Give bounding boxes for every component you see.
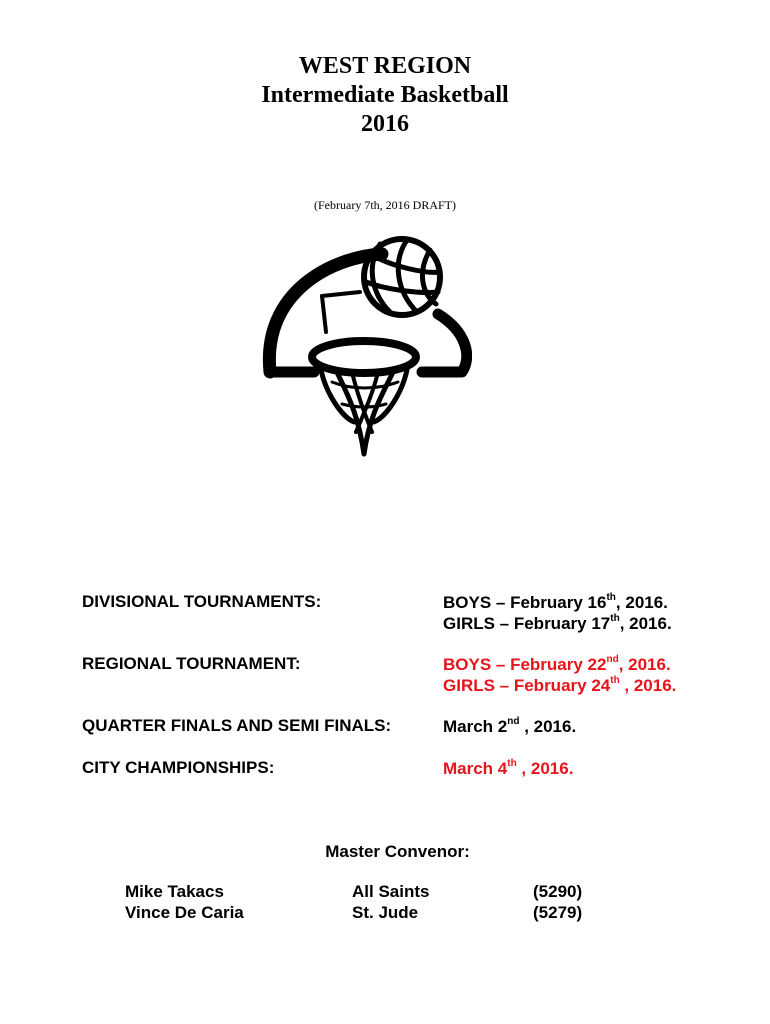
convenor-school: All Saints — [352, 882, 430, 901]
convenor-extension: (5290) — [533, 882, 583, 901]
schedule-dates — [443, 654, 676, 696]
convenor-school: St. Jude — [352, 903, 419, 922]
convenor-extension: (5279) — [533, 903, 583, 922]
title-region: WEST REGION — [298, 53, 472, 79]
schedule-dates — [443, 592, 672, 634]
schedule-date-line: GIRLS – February 17th, 2016. — [443, 613, 672, 633]
schedule-label: DIVISIONAL TOURNAMENTS: — [82, 592, 322, 611]
convenor-row — [125, 882, 605, 903]
schedule-dates — [443, 716, 576, 737]
schedule-date-line: BOYS – February 16th, 2016. — [443, 592, 668, 612]
schedule-label: QUARTER FINALS AND SEMI FINALS: — [82, 716, 392, 735]
document-title — [0, 52, 770, 139]
schedule-date-line: BOYS – February 22nd, 2016. — [443, 654, 671, 674]
convenor-row — [125, 903, 605, 924]
schedule-date-line: GIRLS – February 24th , 2016. — [443, 675, 677, 695]
draft-note: (February 7th, 2016 DRAFT) — [314, 198, 456, 212]
schedule-date-line: March 4th , 2016. — [443, 758, 574, 778]
title-year: 2016 — [361, 111, 409, 137]
schedule-date-line: March 2nd , 2016. — [443, 716, 577, 736]
schedule-label: REGIONAL TOURNAMENT: — [82, 654, 301, 673]
basketball-hoop-icon — [262, 232, 472, 460]
title-program: Intermediate Basketball — [261, 82, 509, 108]
convenor-name: Mike Takacs — [125, 882, 224, 901]
convenor-title: Master Convenor: — [325, 842, 470, 861]
schedule-dates — [443, 758, 573, 779]
convenor-name: Vince De Caria — [125, 903, 244, 922]
convenor-table — [125, 882, 605, 924]
schedule-label: CITY CHAMPIONSHIPS: — [82, 758, 275, 777]
